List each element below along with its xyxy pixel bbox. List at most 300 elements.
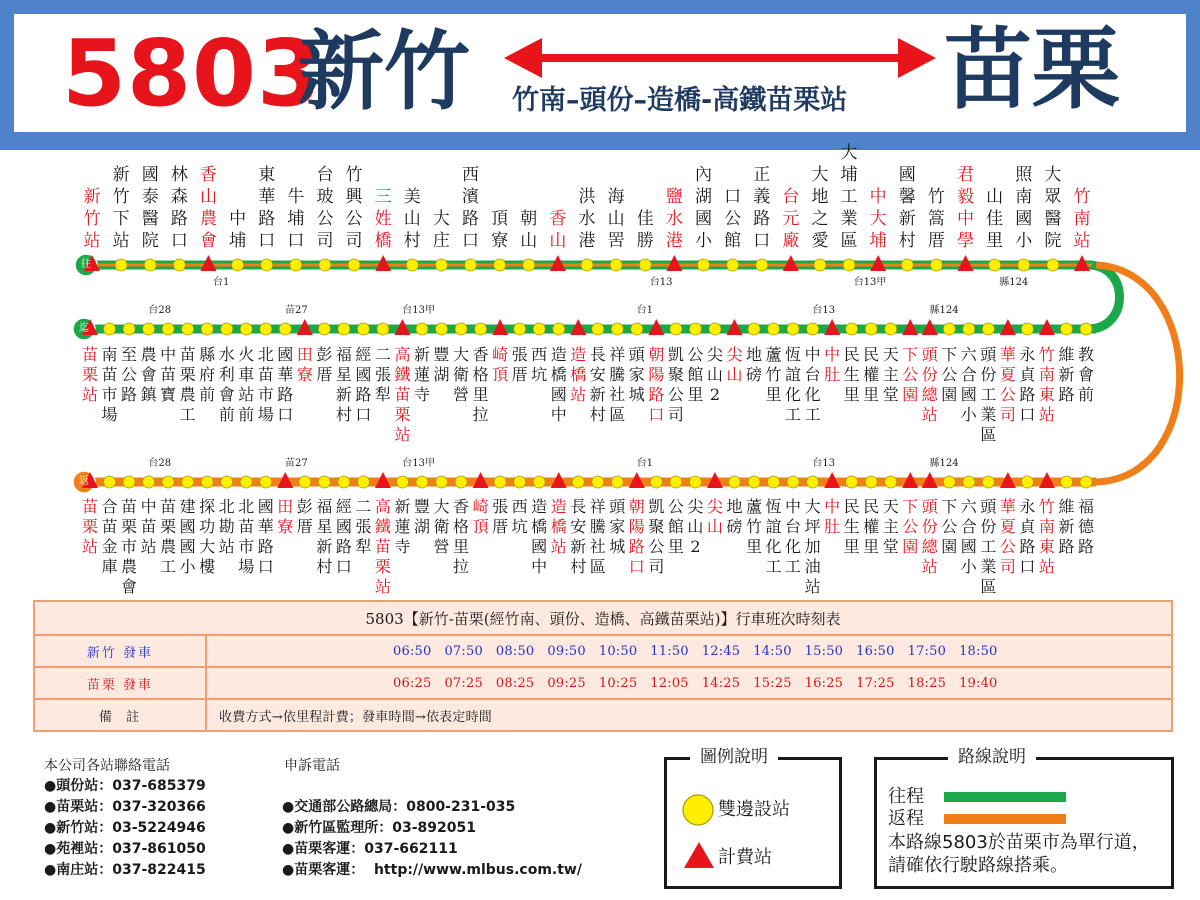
station-dot [455, 476, 467, 488]
road-label: 縣124 [929, 305, 959, 316]
stop-label: 東華路口 [258, 165, 276, 251]
stop-label: 合苗金庫 [101, 497, 118, 576]
station-dot [1018, 259, 1030, 271]
stop-label: 頭家城 [609, 497, 626, 556]
station-dot [318, 323, 330, 335]
stop-label: 西坑 [511, 497, 528, 536]
stop-label: 尖山 [726, 345, 743, 384]
stop-label: 民生里 [843, 345, 860, 404]
stop-label: 北苗市場 [257, 345, 274, 424]
stop-label: 山佳里 [986, 187, 1004, 251]
stop-label: 大衛營 [453, 345, 470, 404]
stop-label: 下公園 [941, 345, 958, 404]
fee-stop-icon [682, 840, 716, 870]
station-dot [533, 323, 545, 335]
stop-label: 至公路 [121, 345, 138, 404]
stop-label: 維新路 [1058, 497, 1075, 556]
stop-label: 南苗市場 [101, 345, 118, 424]
timetable-row-hsinchu [34, 635, 1172, 667]
origin-city: 新竹 [298, 22, 470, 122]
station-dot [201, 476, 213, 488]
route-number: 5803 [62, 20, 323, 127]
stop-label: 朝陽路口 [648, 345, 665, 424]
contacts-heading: 本公司各站聯絡電話 [44, 758, 170, 774]
station-dot [318, 476, 330, 488]
station-dot [689, 323, 701, 335]
stop-label: 新蓮寺 [394, 497, 411, 556]
station-dot [123, 323, 135, 335]
stop-label: 經國路口 [355, 345, 372, 424]
road-label: 台13甲 [402, 458, 435, 469]
stop-label: 福星新村 [335, 345, 352, 424]
station-dot [455, 323, 467, 335]
stop-label: 三姓橋 [374, 187, 392, 251]
station-dot [1021, 476, 1033, 488]
station-dot [436, 323, 448, 335]
stop-label: 頭份總站 [921, 497, 938, 576]
stop-label: 香山農會 [199, 165, 217, 251]
station-dot [357, 476, 369, 488]
road-label: 台13 [812, 305, 836, 316]
route-note-line-1: 本路線5803於苗栗市為單行道， [888, 832, 1150, 853]
route-info-title: 路線說明 [948, 747, 1036, 767]
stop-label: 竹興公司 [345, 165, 363, 251]
road-label: 台28 [148, 305, 172, 316]
stop-label: 海山罟 [607, 187, 625, 251]
contact-line: ●頭份站：037-685379 [44, 778, 206, 794]
station-dot [639, 259, 651, 271]
station-dot [768, 323, 780, 335]
return-connector-curve [1096, 265, 1180, 482]
stop-label: 造橋站 [550, 497, 567, 556]
station-dot [494, 476, 506, 488]
legend-title: 圖例說明 [690, 747, 778, 767]
station-dot [338, 476, 350, 488]
station-dot [436, 476, 448, 488]
hsinchu-departure-label: 新竹 發車 [34, 635, 206, 667]
station-dot [514, 476, 526, 488]
stop-label: 六合國小 [960, 345, 977, 424]
stop-label: 民生里 [843, 497, 860, 556]
stop-label: 中大埔 [869, 187, 887, 251]
outbound-direction-label: 往 [81, 259, 91, 270]
contact-line: ●新竹站：03-5224946 [44, 820, 206, 836]
station-dot [260, 476, 272, 488]
stop-label: 祥騰社區 [589, 497, 606, 576]
station-dot [348, 259, 360, 271]
station-dot [787, 476, 799, 488]
stop-label: 探功大樓 [199, 497, 216, 576]
station-dot [689, 476, 701, 488]
station-dot [989, 259, 1001, 271]
road-label: 台13 [812, 458, 836, 469]
station-dot [357, 323, 369, 335]
stop-label: 二張犁 [374, 345, 391, 404]
station-dot [290, 259, 302, 271]
station-dot [631, 323, 643, 335]
stop-label: 苗栗站 [81, 497, 98, 556]
station-dot [611, 323, 623, 335]
contact-line: ●苗栗站：037-320366 [44, 799, 206, 815]
return-line-swatch [944, 814, 1066, 824]
station-dot [377, 323, 389, 335]
stop-label: 長安新村 [570, 497, 587, 576]
station-dot [1080, 323, 1092, 335]
station-dot [768, 476, 780, 488]
road-label: 台13 [649, 277, 673, 288]
stop-label: 尖山2 [687, 497, 704, 556]
station-dot [494, 259, 506, 271]
contact-line: ●南庄站：037-822415 [44, 862, 206, 878]
stop-label: 蘆竹里 [745, 497, 762, 556]
station-dot [240, 476, 252, 488]
stop-label: 頭家城 [628, 345, 645, 404]
return-legend-label: 返程 [888, 808, 924, 829]
stop-label: 中肚 [824, 497, 841, 536]
road-label: 台28 [148, 458, 172, 469]
road-label: 台13甲 [853, 277, 887, 288]
stop-label: 二張犁 [355, 497, 372, 556]
outbound-line-swatch [944, 792, 1066, 802]
stop-label: 朝陽路口 [628, 497, 645, 576]
note-text: 收費方式→依里程計費；發車時間→依表定時間 [206, 699, 1172, 731]
road-label: 台1 [636, 458, 653, 469]
station-dot [115, 259, 127, 271]
stop-label: 中台化工 [804, 345, 821, 424]
stop-label: 竹南站 [1073, 187, 1091, 251]
stop-label: 崎頂 [472, 497, 489, 536]
stop-label: 洪水港 [578, 187, 596, 251]
stop-label: 長安新村 [589, 345, 606, 424]
stop-label: 照南國小 [1015, 165, 1033, 251]
station-dot [943, 323, 955, 335]
stop-label: 民權里 [863, 497, 880, 556]
stop-label: 天主堂 [882, 345, 899, 404]
station-dot [670, 476, 682, 488]
miaoli-departure-label: 苗栗 發車 [34, 667, 206, 699]
station-dot [104, 323, 116, 335]
route-via-text: 竹南–頭份–造橋-高鐵苗栗站 [512, 85, 848, 116]
stop-label: 鹽水港 [665, 187, 683, 251]
station-dot [1047, 259, 1059, 271]
stop-label: 恆誼化工 [765, 497, 782, 576]
stop-label: 竹南東站 [1038, 497, 1055, 576]
road-label: 台1 [636, 305, 653, 316]
stop-label: 凱聚公司 [648, 497, 665, 576]
stop-label: 農會鎮 [140, 345, 157, 404]
complaints-heading: 申訴電話 [284, 758, 340, 774]
complaint-website[interactable]: ●苗栗客運： http://www.mlbus.com.tw/ [282, 862, 582, 878]
stop-label: 高鐵苗栗站 [374, 497, 391, 596]
hsinchu-departure-times: 06:50 07:50 08:50 09:50 10:50 11:50 12:45 14:50 15:50 16:50 17:50 18:50 [206, 635, 1172, 667]
stop-label: 香格里拉 [453, 497, 470, 576]
stop-label: 大地之愛 [811, 165, 829, 251]
stop-label: 中苗站 [140, 497, 157, 556]
stop-label: 建國國小 [179, 497, 196, 576]
stop-label: 田寮 [277, 497, 294, 536]
station-dot [572, 476, 584, 488]
outbound-turn-curve [1088, 265, 1120, 329]
stop-label: 經國路口 [335, 497, 352, 576]
station-dot [846, 323, 858, 335]
stop-label: 大眾醫院 [1044, 165, 1062, 251]
contact-line: ●苑裡站：037-861050 [44, 841, 206, 857]
stop-label: 頭份總站 [921, 345, 938, 424]
stop-label: 公館里 [667, 497, 684, 556]
road-label: 台13甲 [402, 305, 435, 316]
stop-label: 尖山 [706, 497, 723, 536]
stop-label: 下公園 [902, 345, 919, 404]
station-dot [162, 476, 174, 488]
legend-fee-stop-label: 計費站 [718, 847, 772, 868]
station-dot [670, 323, 682, 335]
station-dot [232, 259, 244, 271]
stop-label: 凱聚公司 [667, 345, 684, 424]
stop-label: 張厝 [511, 345, 528, 384]
station-dot [885, 476, 897, 488]
stop-label: 西濱路口 [462, 165, 480, 251]
stop-label: 大庄 [432, 209, 450, 251]
station-dot [610, 259, 622, 271]
stop-label: 國馨新村 [898, 165, 916, 251]
station-dot [943, 476, 955, 488]
stop-label: 下公園 [902, 497, 919, 556]
station-dot [650, 476, 662, 488]
station-dot [143, 476, 155, 488]
stop-label: 新竹站 [83, 187, 101, 251]
stop-label: 苗栗市農會 [121, 497, 138, 596]
station-dot [162, 323, 174, 335]
station-dot [173, 259, 185, 271]
stop-label: 香山 [549, 209, 567, 251]
stop-label: 內湖國小 [694, 165, 712, 251]
stop-label: 苗栗站 [81, 345, 98, 404]
stop-label: 恆誼化工 [785, 345, 802, 424]
station-dot [182, 476, 194, 488]
stop-label: 林森路口 [170, 165, 188, 251]
stop-label: 頭份工業區 [980, 497, 997, 596]
stop-label: 新竹下站 [112, 165, 130, 251]
station-dot [553, 323, 565, 335]
stop-label: 香格里拉 [472, 345, 489, 424]
stop-label: 大坪加油站 [804, 497, 821, 596]
station-dot [982, 476, 994, 488]
station-dot-icon [680, 792, 716, 828]
timetable-row-note [34, 699, 1172, 731]
stop-label: 佳勝 [636, 209, 654, 251]
station-dot [123, 476, 135, 488]
complaint-line: ●新竹區監理所：03-892051 [282, 820, 476, 836]
station-dot [1060, 476, 1072, 488]
station-dot [221, 323, 233, 335]
station-dot [435, 259, 447, 271]
station-dot [901, 259, 913, 271]
station-dot [611, 476, 623, 488]
stop-label: 大埔工業區 [840, 143, 858, 251]
stop-label: 造橋國中 [531, 497, 548, 576]
stop-label: 火車站前 [238, 345, 255, 424]
station-dot [299, 476, 311, 488]
stop-label: 豐湖 [433, 345, 450, 384]
station-dot [748, 323, 760, 335]
station-dot [756, 259, 768, 271]
station-dot [260, 323, 272, 335]
destination-city: 苗栗 [944, 18, 1121, 121]
station-dot [963, 323, 975, 335]
station-dot [279, 323, 291, 335]
stop-label: 頭份工業區 [980, 345, 997, 444]
station-dot [963, 476, 975, 488]
station-dot [728, 476, 740, 488]
stop-label: 造橋站 [570, 345, 587, 404]
stop-label: 朝山 [520, 209, 538, 251]
stop-label: 牛埔口 [287, 187, 305, 251]
station-dot [865, 476, 877, 488]
stop-label: 國華路口 [257, 497, 274, 576]
station-dot [104, 476, 116, 488]
stop-label: 美山村 [403, 187, 421, 251]
stop-label: 水利會前 [218, 345, 235, 424]
station-dot [201, 323, 213, 335]
stop-label: 華夏公司 [999, 345, 1016, 424]
stop-label: 苗栗農工 [179, 345, 196, 424]
station-dot [748, 476, 760, 488]
stop-label: 中苗寶 [160, 345, 177, 404]
station-dot [319, 259, 331, 271]
stop-label: 君毅中學 [957, 165, 975, 251]
station-dot [592, 476, 604, 488]
stop-label: 台元廠 [782, 187, 800, 251]
return-direction-label: 返 [79, 476, 89, 487]
road-label: 縣124 [999, 277, 1029, 288]
station-dot [865, 323, 877, 335]
station-dot [807, 476, 819, 488]
stop-label: 華夏公司 [999, 497, 1016, 576]
stop-label: 田寮 [296, 345, 313, 384]
stop-label: 豐湖 [413, 497, 430, 536]
complaint-line: ●苗栗客運：037-662111 [282, 841, 458, 857]
stop-label: 永貞路口 [1019, 497, 1036, 576]
complaint-line: ●交通部公路總局：0800-231-035 [282, 799, 516, 815]
station-dot [406, 259, 418, 271]
timetable-title: 5803【新竹-苗栗(經竹南、頭份、造橋、高鐵苗栗站)】行車班次時刻表 [34, 601, 1172, 635]
station-dot [1021, 323, 1033, 335]
stop-label: 天主堂 [882, 497, 899, 556]
station-dot [787, 323, 799, 335]
road-label: 苗27 [285, 458, 308, 469]
station-dot [814, 259, 826, 271]
stop-label: 彭厝 [316, 345, 333, 384]
road-label: 縣124 [929, 458, 959, 469]
stop-label: 竹南東站 [1038, 345, 1055, 424]
stop-label: 國泰醫院 [141, 165, 159, 251]
station-dot [1060, 323, 1072, 335]
station-dot [843, 259, 855, 271]
legend-dual-stop-label: 雙邊設站 [718, 799, 790, 820]
station-dot [581, 259, 593, 271]
stop-label: 蘆竹里 [765, 345, 782, 404]
stop-label: 北勘站 [218, 497, 235, 556]
station-dot [338, 323, 350, 335]
station-dot [475, 323, 487, 335]
station-dot [523, 259, 535, 271]
stop-label: 頂寮 [491, 209, 509, 251]
station-dot [592, 323, 604, 335]
middle-direction-label: 迄 [79, 323, 89, 334]
station-dot [885, 323, 897, 335]
stop-label: 正義路口 [753, 165, 771, 251]
stop-label: 造橋國中 [550, 345, 567, 424]
station-dot [807, 323, 819, 335]
stop-label: 口公館 [724, 187, 742, 251]
stop-label: 六合國小 [960, 497, 977, 576]
stop-label: 張厝 [492, 497, 509, 536]
stop-label: 北苗市場 [238, 497, 255, 576]
stop-label: 地磅 [726, 497, 743, 536]
route-note-line-2: 請確依行駛路線搭乘。 [888, 855, 1068, 876]
stop-label: 尖山2 [706, 345, 723, 404]
station-dot [416, 476, 428, 488]
stop-label: 祥騰社區 [609, 345, 626, 424]
stop-label: 民權里 [863, 345, 880, 404]
stop-label: 下公園 [941, 497, 958, 556]
stop-label: 台玻公司 [316, 165, 334, 251]
station-dot [261, 259, 273, 271]
stop-label: 崎頂 [492, 345, 509, 384]
stop-label: 國華路口 [277, 345, 294, 424]
stop-label: 地磅 [745, 345, 762, 384]
stop-label: 教會前 [1077, 345, 1094, 404]
stop-label: 福德路 [1077, 497, 1094, 556]
stop-label: 西坑 [531, 345, 548, 384]
stop-label: 高鐵苗栗站 [394, 345, 411, 444]
stop-label: 彭厝 [296, 497, 313, 536]
station-dot [982, 323, 994, 335]
station-dot [846, 476, 858, 488]
stop-label: 福星新村 [316, 497, 333, 576]
station-dot [396, 476, 408, 488]
station-dot [416, 323, 428, 335]
stop-label: 苗栗農工 [160, 497, 177, 576]
timetable-row-miaoli [34, 667, 1172, 699]
outbound-legend-label: 往程 [888, 786, 924, 807]
station-dot [514, 323, 526, 335]
station-dot [144, 259, 156, 271]
stop-label: 中台化工 [785, 497, 802, 576]
station-dot [1080, 476, 1092, 488]
stop-label: 竹篙厝 [927, 187, 945, 251]
road-label: 台1 [213, 277, 230, 288]
note-label: 備 註 [34, 699, 206, 731]
stop-label: 中肚 [824, 345, 841, 384]
road-label: 苗27 [285, 305, 308, 316]
station-dot [533, 476, 545, 488]
stop-label: 大衛營 [433, 497, 450, 556]
stop-label: 維新路 [1058, 345, 1075, 404]
station-dot [697, 259, 709, 271]
stop-label: 中埔 [229, 209, 247, 251]
station-dot [930, 259, 942, 271]
timetable [33, 600, 1173, 732]
miaoli-departure-times: 06:25 07:25 08:25 09:25 10:25 12:05 14:25 15:25 16:25 17:25 18:25 19:40 [206, 667, 1172, 699]
stop-label: 公館里 [687, 345, 704, 404]
stop-label: 縣府前 [199, 345, 216, 404]
station-dot [240, 323, 252, 335]
station-dot [143, 323, 155, 335]
station-dot [709, 323, 721, 335]
station-dot [221, 476, 233, 488]
stop-label: 永貞路口 [1019, 345, 1036, 424]
